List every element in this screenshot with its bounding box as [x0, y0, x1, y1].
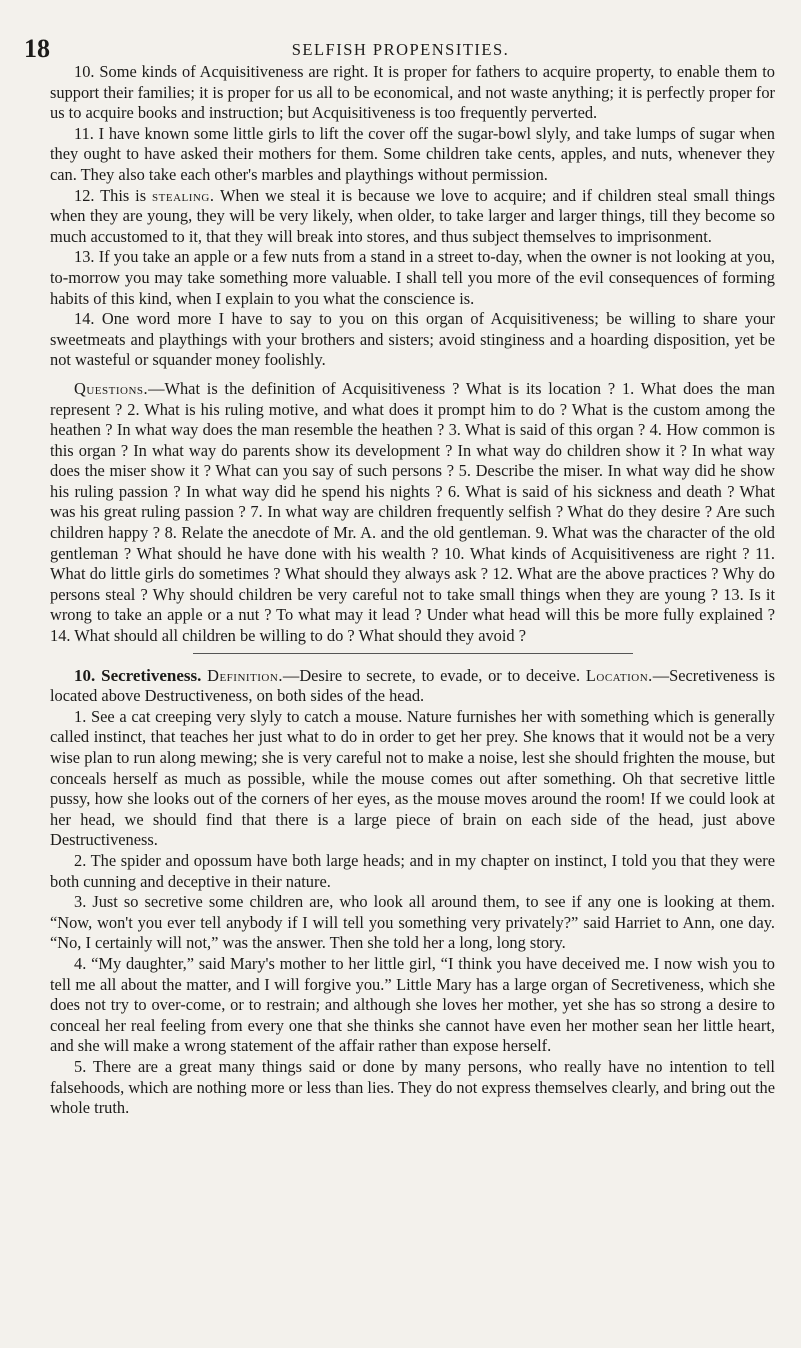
paragraph-12-start: 12. This is [74, 185, 153, 205]
questions-block [50, 379, 775, 647]
questions-text: —What is the definition of Acquisitiveness ? What is its location ? 1. What does the man represent ? 2. What is his ruling motive, and what does it prompt him to do ? What is the custom among the heathen ? In what way does the man resemble the heathen ? 3. What is said of this organ ? 4. How common is this organ ? In what way do parents show its development ? In what way do children show it ? In what way does the miser show it ? What can you say of such persons ? 5. Describe the miser. In what way did he show his ruling passion ? In what way did he spend his nights ? 6. What is said of his sickness and death ? What was his great ruling passion ? 7. In what way are children frequently selfish ? What do they desire ? Are such children happy ? 8. Relate the anecdote of Mr. A. and the old gentleman. 9. What was the character of the old gentleman ? What should he have done with his wealth ? 10. What kinds of Acquisitiveness are right ? 11. What do little girls do sometimes ? What should they always ask ? 12. What are the above practices ? Why do persons steal ? Why should children be very careful not to take small things when they are young ? 13. Is it wrong to take an apple or a nut ? To what may it lead ? Under what head will this be more fully explained ? 14. What should all children be willing to do ? What should they avoid ? [50, 378, 775, 646]
secretiveness-paragraph-5: 5. There are a great many things said or done by many persons, who really have no intention to tell falsehoods, which are nothing more or less than lies. They do not express themselves clearly, and bring out the whole truth. [50, 1056, 775, 1118]
questions-paragraph [50, 379, 775, 647]
location-label: Location. [585, 665, 653, 685]
questions-label: Questions. [74, 378, 149, 398]
paragraph-12-rest: When we steal it is because we love to acquire; and if children steal small things when they are young, they will be very likely, when older, to take larger and larger things, till they become so much accustomed to it, that they will break into stores, and thus subject themselves to imprisonment. [50, 185, 775, 246]
section-heading-line [50, 666, 775, 707]
running-title: SELFISH PROPENSITIES. [291, 40, 510, 59]
secretiveness-paragraph-1: 1. See a cat creeping very slyly to catch a mouse. Nature furnishes her with something which is generally called instinct, that teaches her just what to do in order to get her prey. She knows that it would not be a very wise plan to run along mewing; she is very careful not to make a noise, lest she should frighten the mouse, but conceals herself as much as possible, while the mouse comes out after something. Oh that secretive little pussy, how she looks out of the corners of her eyes, as the mouse moves around the room! If we could look at her head, we should find that there is a large piece of brain on each side of the head, just above Destructiveness. [50, 706, 775, 850]
paragraph-12 [50, 186, 775, 248]
location-text: —Secretiveness is located above Destructiveness, on both sides of the head. [50, 665, 776, 706]
paragraph-13: 13. If you take an apple or a few nuts from a stand in a street to-day, when the owner is not looking at you, to-morrow you may take something more valuable. I shall tell you more of the evil consequences of forming habits of this kind, when I explain to you what the conscience is. [50, 247, 775, 308]
paragraph-11: 11. I have known some little girls to lift the cover off the sugar-bowl slyly, and take lumps of sugar when they ought to have asked their mothers for them. Some children take cents, apples, and nuts, whenever they can. They also take each other's marbles and playthings without permission. [50, 123, 775, 184]
paragraph-10: 10. Some kinds of Acquisitiveness are right. It is proper for fathers to acquire property, to enable them to support their families; it is proper for us all to be economical, and not waste anything; it is perfectly proper for us to acquire books and instruction; but Acquisitiveness is too frequently perverted. [50, 62, 775, 123]
stealing-term: stealing. [152, 185, 215, 205]
secretiveness-paragraph-4: 4. “My daughter,” said Mary's mother to her little girl, “I think you have deceived me. I now wish you to tell me all about the matter, and I will forgive you.” Little Mary has a large organ of Secretiveness, which she does not try to over-come, or to restrain; and although she loves her mother, yet she has so strong a desire to conceal her real feeling from every one that she thinks she cannot have even her mother sean her little heart, and she will make a wrong statement of the affair rather than expose herself. [50, 953, 775, 1056]
section-heading: 10. Secretiveness. [74, 665, 202, 685]
secretiveness-paragraph-2: 2. The spider and opossum have both large heads; and in my chapter on instinct, I told you that they were both cunning and deceptive in their nature. [50, 850, 775, 891]
secretiveness-paragraph-3: 3. Just so secretive some children are, who look all around them, to see if any one is looking at them. “Now, won't you ever tell anybody if I will tell you something very privately?” said Harriet to Ann, one day. “No, I certainly will not,” was the answer. Then she told her a long, long story. [50, 892, 775, 953]
paragraph-14: 14. One word more I have to say to you on this organ of Acquisitiveness; be willing to share your sweetmeats and playthings with your brothers and sisters; avoid stinginess and a hoarding disposition, yet be not wasteful or squander money foolishly. [50, 309, 775, 370]
section-divider [193, 653, 633, 654]
page-number: 18 [24, 34, 50, 63]
definition-text: —Desire to secrete, to evade, or to deceive. [282, 665, 581, 685]
definition-label: Definition. [207, 665, 283, 685]
page-body [50, 62, 775, 1119]
